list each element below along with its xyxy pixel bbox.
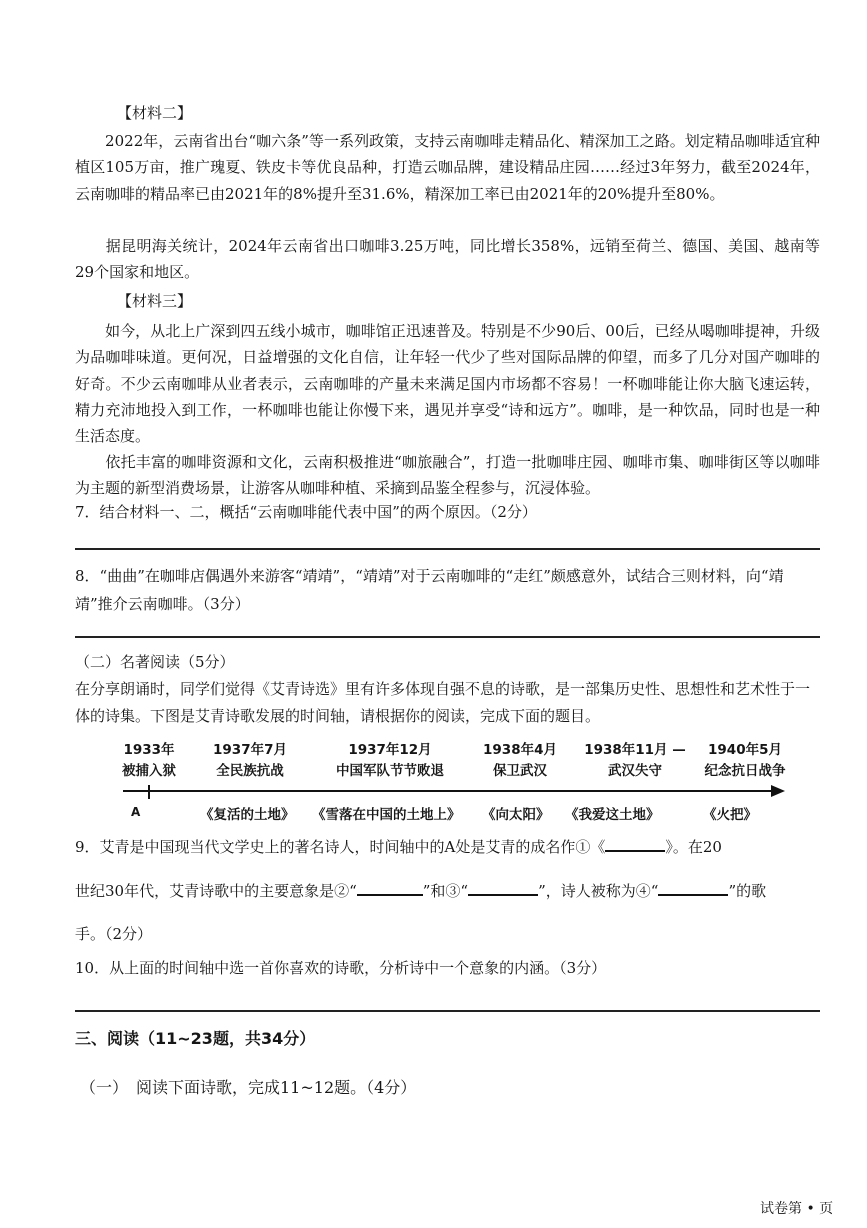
question-9-line-3: 手。（2分） (75, 925, 153, 943)
blank-4[interactable] (658, 880, 728, 896)
answer-line-q7[interactable] (75, 548, 820, 550)
material2-paragraph-2: 据昆明海关统计，2024年云南省出口咖啡3.25万吨，同比增长358%，远销至荷兰、德国、美国、越南等29个国家和地区。 (75, 237, 820, 282)
answer-line-q8[interactable] (75, 636, 820, 638)
blank-1[interactable] (605, 836, 665, 852)
section2-intro: 在分享朗诵时，同学们觉得《艾青诗选》里有许多体现自强不息的诗歌，是一部集历史性、思想性和艺术性于一体的诗集。下图是艾青诗歌发展的时间轴，请根据你的阅读，完成下面的题目。 (75, 680, 811, 725)
timeline-poem-3: 《向太阳》 (482, 807, 550, 823)
timeline-arrow-icon (771, 785, 785, 797)
question-10: 10．从上面的时间轴中选一首你喜欢的诗歌，分析诗中一个意象的内涵。（3分） (75, 959, 607, 977)
timeline-axis (123, 790, 775, 792)
timeline-event-1940-05: 1940年5月 纪念抗日战争 (704, 742, 786, 779)
timeline-event-1937-07: 1937年7月 全民族抗战 (213, 742, 287, 779)
material2-heading: 【材料二】 (117, 104, 193, 122)
question-7: 7．结合材料一、二，概括“云南咖啡能代表中国”的两个原因。（2分） (75, 503, 537, 521)
answer-line-q10[interactable] (75, 1010, 820, 1012)
timeline-poem-5: 《火把》 (703, 807, 757, 823)
question-9-line-1: 9．艾青是中国现当代文学史上的著名诗人，时间轴中的A处是艾青的成名作①《 》。在20 (75, 838, 722, 856)
timeline-event-1938-11: 1938年11月 — 武汉失守 (584, 742, 686, 779)
timeline-event-1933: 1933年 被捕入狱 (122, 742, 176, 779)
part3-title: 三、阅读（11~23题，共34分） (75, 1029, 316, 1048)
timeline-marker-a: A (131, 805, 141, 819)
material3-heading: 【材料三】 (117, 292, 193, 310)
part3-subsection: （一） 阅读下面诗歌，完成11~12题。（4分） (80, 1078, 417, 1097)
timeline-tick-a (148, 785, 150, 799)
timeline-event-1938-04: 1938年4月 保卫武汉 (483, 742, 557, 779)
question-9-line-2: 世纪30年代，艾青诗歌中的主要意象是②“ ”和③“ ”，诗人被称为④“ ”的歌 (75, 882, 767, 900)
material3-paragraph-2: 依托丰富的咖啡资源和文化，云南积极推进“咖旅融合”，打造一批咖啡庄园、咖啡市集、咖啡街区等以咖啡为主题的新型消费场景，让游客从咖啡种植、采摘到品鉴全程参与，沉浸体验。 (75, 453, 820, 498)
poem-timeline (75, 735, 820, 830)
page-footer: 试卷第 • 页 (760, 1201, 834, 1217)
timeline-poem-4: 《我爱这土地》 (565, 807, 660, 823)
timeline-event-1937-12: 1937年12月 中国军队节节败退 (336, 742, 444, 779)
material2-paragraph-1: 2022年，云南省出台“咖六条”等一系列政策，支持云南咖啡走精品化、精深加工之路。划定精品咖啡适宜种植区105万亩，推广瑰夏、铁皮卡等优良品种，打造云咖品牌，建设精品庄园……经过3年努力，截至2024年，云南咖啡的精品率已由2021年的8%提升至31.6%，精深加工率已由2021年的20%提升至80%。 (75, 132, 820, 203)
blank-3[interactable] (468, 880, 538, 896)
timeline-poem-2: 《雪落在中国的土地上》 (312, 807, 461, 823)
question-8: 8．“曲曲”在咖啡店偶遇外来游客“靖靖”，“靖靖”对于云南咖啡的“走红”颇感意外，试结合三则材料，向“靖靖”推介云南咖啡。（3分） (75, 567, 784, 613)
material3-paragraph-1: 如今，从北上广深到四五线小城市，咖啡馆正迅速普及。特别是不少90后、00后，已经从喝咖啡提神，升级为品咖啡味道。更何况，日益增强的文化自信，让年轻一代少了些对国际品牌的仰望，而多了几分对国产咖啡的好奇。不少云南咖啡从业者表示，云南咖啡的产量未来满足国内市场都不容易！一杯咖啡能让你大脑飞速运转，精力充沛地投入到工作，一杯咖啡也能让你慢下来，遇见并享受“诗和远方”。咖啡，是一种饮品，同时也是一种生活态度。 (75, 322, 820, 446)
blank-2[interactable] (357, 880, 423, 896)
timeline-poem-1: 《复活的土地》 (200, 807, 295, 823)
section2-title: （二）名著阅读（5分） (75, 653, 235, 671)
